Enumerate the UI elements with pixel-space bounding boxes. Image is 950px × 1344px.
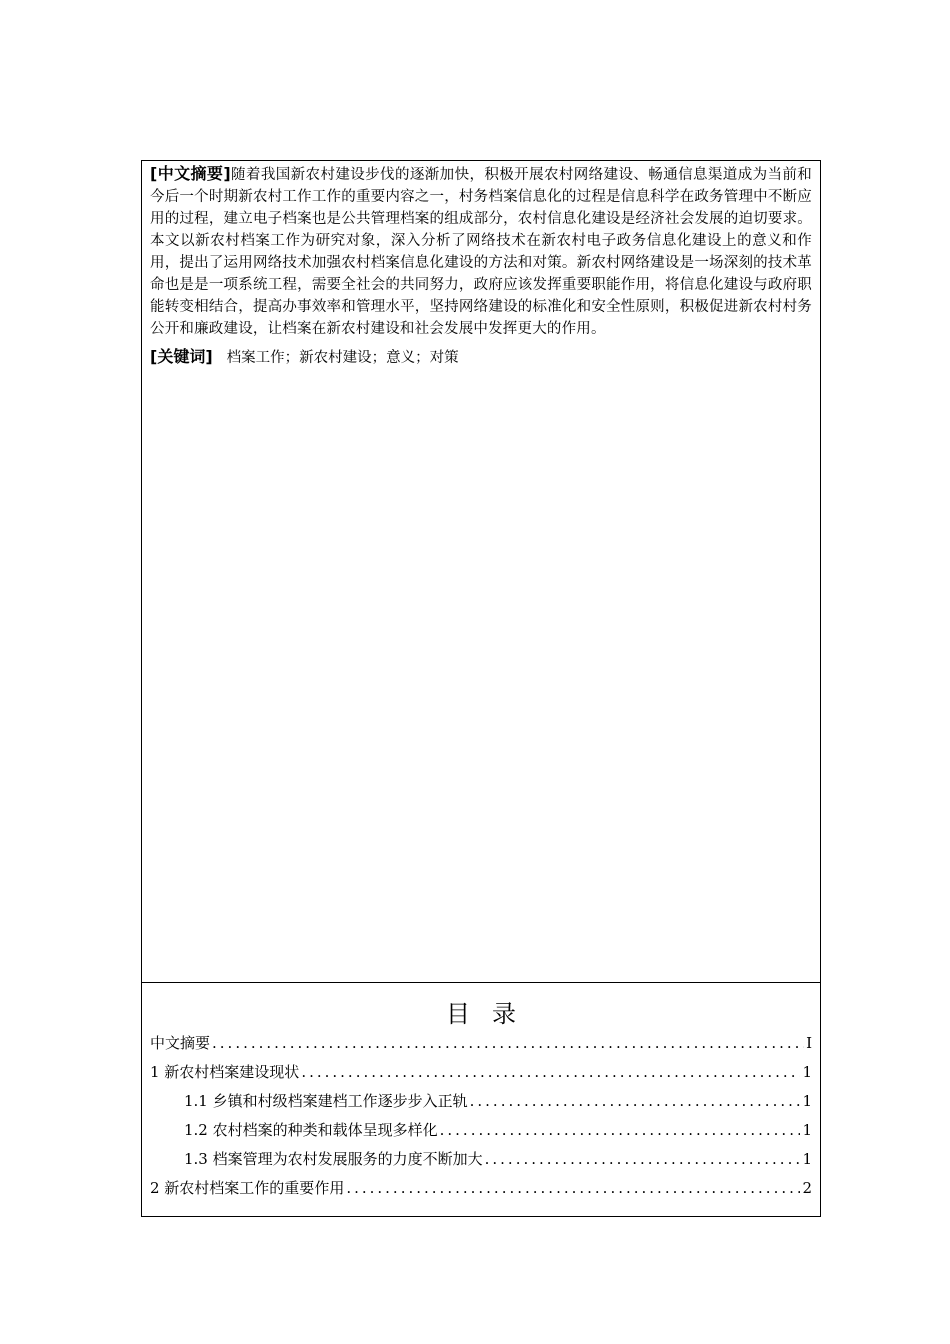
toc-leader-dots [212, 1029, 804, 1058]
abstract-paragraph [150, 163, 812, 340]
abstract-text: 随着我国新农村建设步伐的逐渐加快，积极开展农村网络建设、畅通信息渠道成为当前和今后一个时期新农村工作工作的重要内容之一，村务档案信息化的过程是信息科学在政务管理中不断应用的过程，建立电子档案也是公共管理档案的组成部分，农村信息化建设是经济社会发展的迫切要求。本文以新农村档案工作为研究对象，深入分析了网络技术在新农村电子政务信息化建设上的意义和作用，提出了运用网络技术加强农村档案信息化建设的方法和对策。新农村网络建设是一场深刻的技术革命也是是一项系统工程，需要全社会的共同努力，政府应该发挥重要职能作用，将信息化建设与政府职能转变相结合，提高办事效率和管理水平，坚持网络建设的标准化和安全性原则，积极促进新农村村务公开和廉政建设，让档案在新农村建设和社会发展中发挥更大的作用。 [150, 167, 813, 337]
toc-entry[interactable] [150, 1174, 812, 1203]
document-frame [141, 160, 821, 1217]
toc-entry-page: 2 [802, 1179, 812, 1197]
toc-entry[interactable] [150, 1058, 812, 1087]
toc-entry[interactable] [150, 1116, 812, 1145]
toc-leader-dots [485, 1145, 801, 1174]
toc-leader-dots [470, 1087, 801, 1116]
keywords-text: 档案工作；新农村建设；意义；对策 [226, 350, 459, 366]
toc-leader-dots [301, 1058, 800, 1087]
toc-entry-page: 1 [802, 1092, 812, 1110]
toc-entry-page: 1 [802, 1121, 812, 1139]
abstract-section [142, 161, 820, 983]
toc-entry-page: I [806, 1034, 812, 1052]
toc-entry[interactable] [150, 1087, 812, 1116]
table-of-contents [142, 983, 820, 1216]
toc-title: 目录 [446, 1000, 538, 1028]
toc-entry[interactable] [150, 1145, 812, 1174]
toc-entry-label: 1 新农村档案建设现状 [150, 1063, 300, 1081]
keywords-label: [关键词] [150, 347, 213, 366]
toc-entry-page: 1 [802, 1150, 812, 1168]
toc-entry-label: 1.3 档案管理为农村发展服务的力度不断加大 [184, 1150, 483, 1168]
toc-entry-label: 中文摘要 [150, 1034, 211, 1052]
toc-entry-label: 1.2 农村档案的种类和载体呈现多样化 [184, 1121, 438, 1139]
keywords-line [150, 346, 812, 369]
toc-entry-label: 2 新农村档案工作的重要作用 [150, 1179, 345, 1197]
toc-entry-label: 1.1 乡镇和村级档案建档工作逐步步入正轨 [184, 1092, 468, 1110]
abstract-label: [中文摘要] [150, 164, 231, 183]
toc-leader-dots [346, 1174, 800, 1203]
toc-entry[interactable] [150, 1029, 812, 1058]
toc-leader-dots [440, 1116, 801, 1145]
toc-entry-page: 1 [802, 1063, 812, 1081]
